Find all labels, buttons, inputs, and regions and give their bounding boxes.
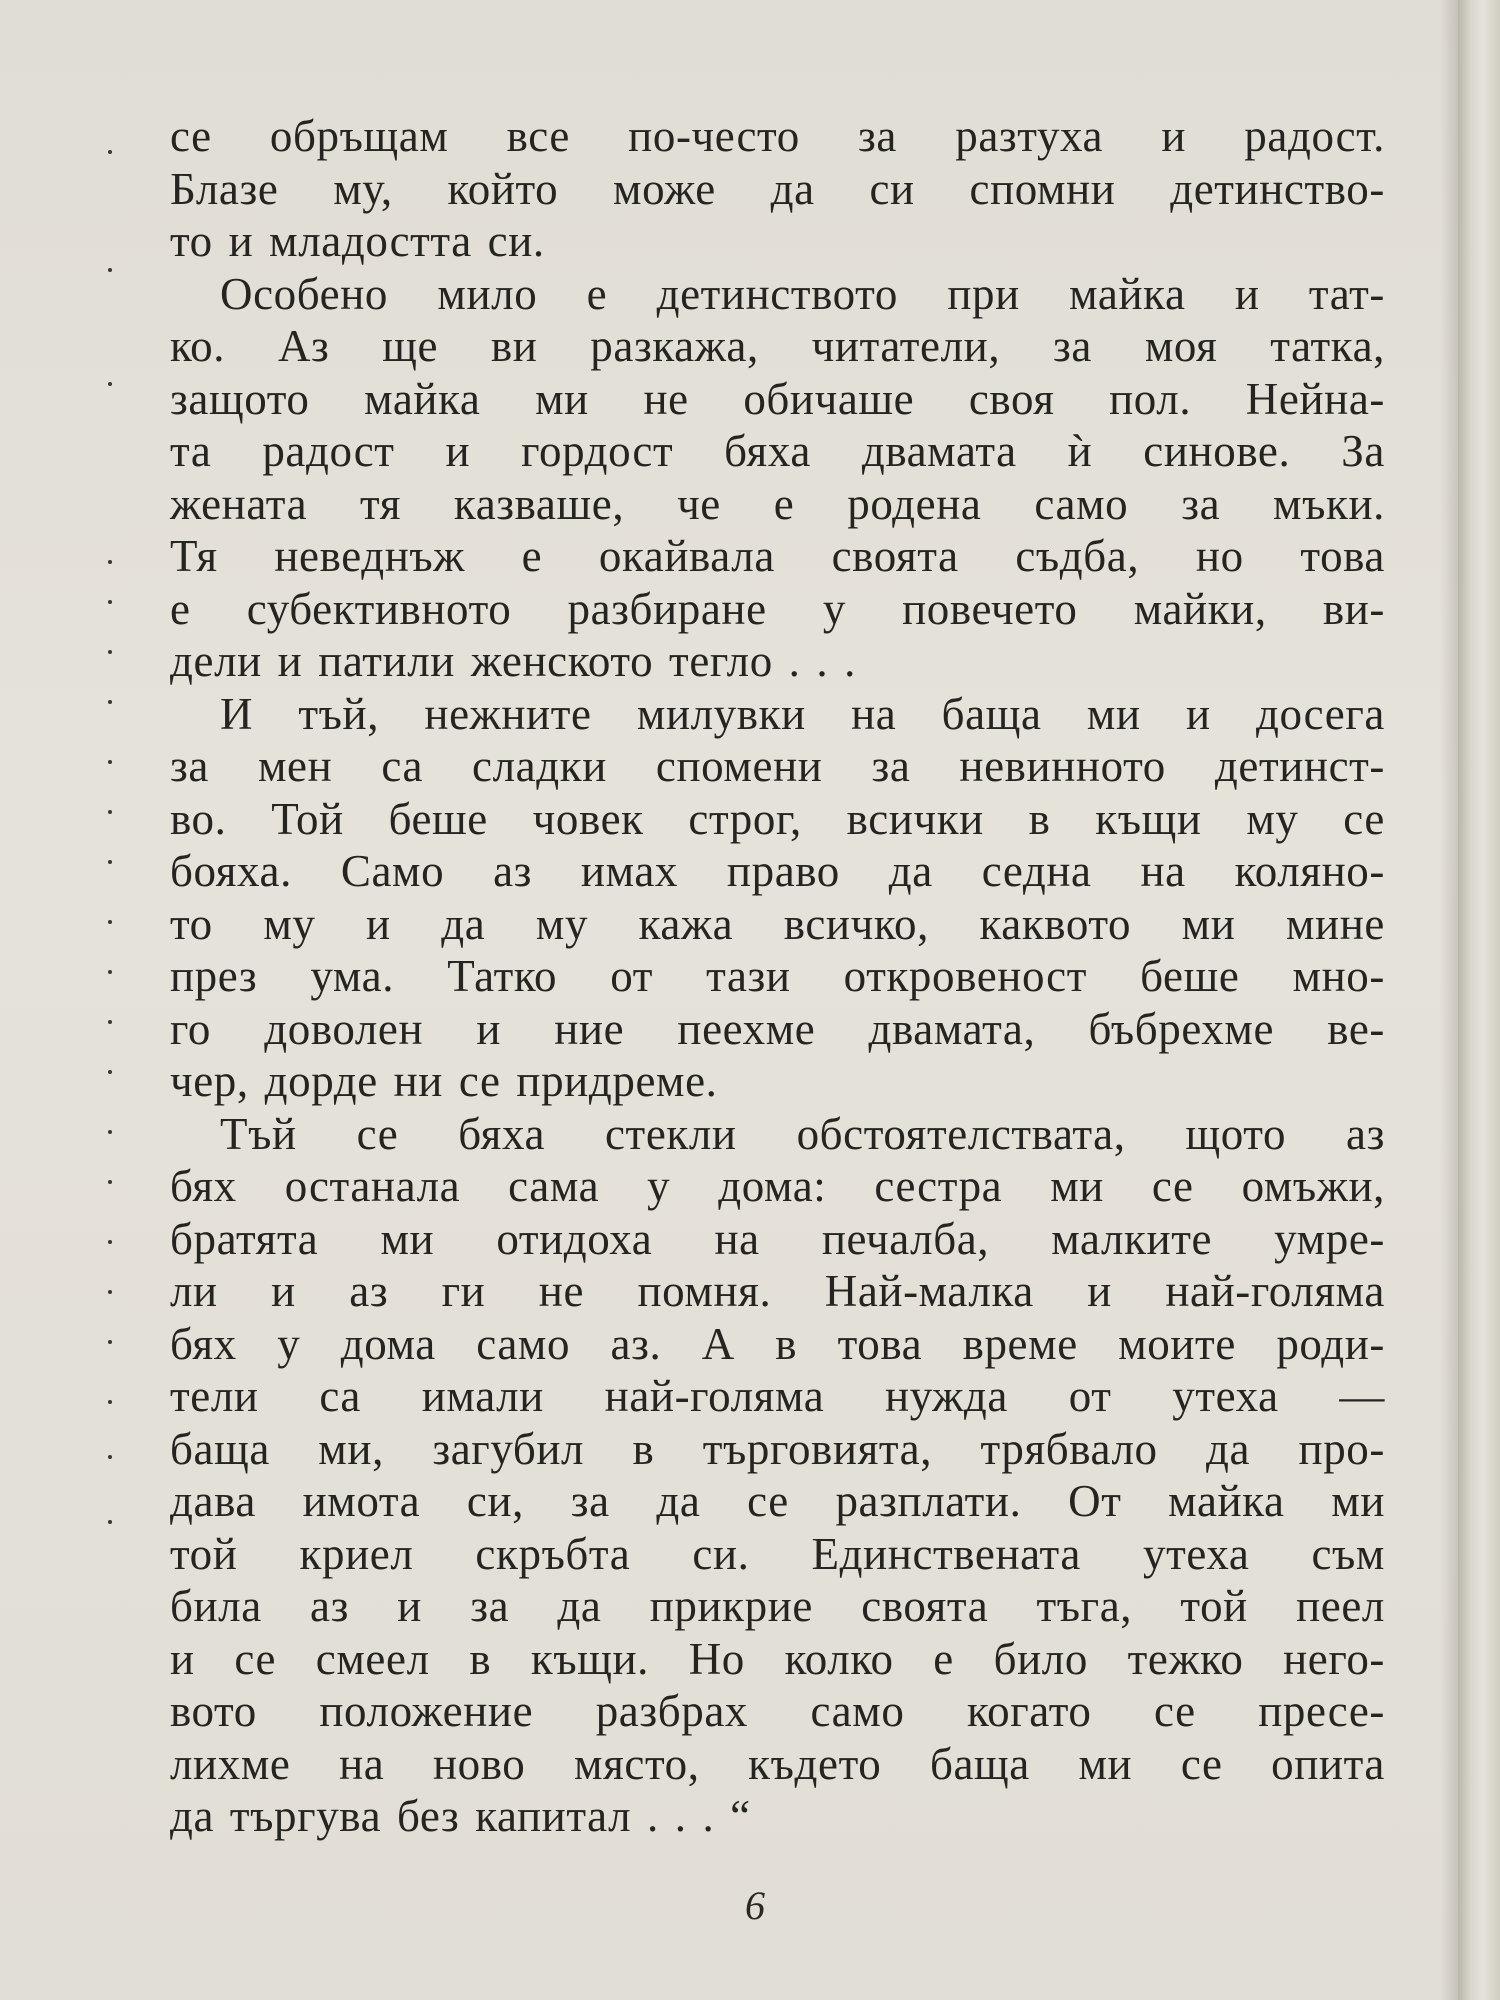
margin-dot [108,268,112,272]
text-line: за мен са сладки спомени за невинното детинст- [170,741,1385,791]
text-line: то му и да му кажа всичко, каквото ми мине [170,898,1385,949]
text-line: И тъй, нежните милувки на баща ми и досега [220,688,1385,739]
margin-dot [108,1455,112,1459]
text-line: Тя неведнъж е окайвала своята съдба, но това [170,531,1385,581]
margin-dot [108,1180,112,1184]
text-line: братята ми отидоха на печалба, малките умре- [170,1213,1385,1264]
margin-dot [108,650,112,654]
page-edge-shadow [1440,0,1460,2000]
text-line: се обръщам все по-често за разтуха и радост. [170,111,1385,161]
text-line: то и младостта си. [170,216,545,266]
text-line: баща ми, загубил в търговията, трябвало да про- [170,1423,1385,1474]
margin-dot [108,1400,112,1404]
text-line: во. Той беше човек строг, всички в къщи му се [170,793,1385,844]
text-line: бояха. Само аз имах право да седна на коляно- [170,846,1385,896]
margin-dot [108,860,112,864]
text-line: го доволен и ние пеехме двамата, бъбрехме ве- [170,1003,1385,1054]
text-line: е субективното разбиране у повечето майки, ви- [170,583,1385,634]
margin-dot [108,1070,112,1074]
text-line: да търгува без капитал . . . “ [170,1791,751,1841]
text-line: ли и аз ги не помня. Най-малка и най-голяма [170,1266,1385,1316]
text-line: ко. Аз ще ви разкажа, читатели, за моя татка, [170,321,1385,371]
body-text [170,110,1385,1843]
text-line: чер, дорде ни се придреме. [170,1056,718,1106]
text-line: Тъй се бяха стекли обстоятелствата, щото аз [220,1108,1385,1159]
text-line: бях у дома само аз. А в това време моите роди- [170,1318,1385,1369]
text-line: той криел скръбта си. Единствената утеха съм [170,1528,1385,1579]
text-line: през ума. Татко от тази откровеност беше мно- [170,951,1385,1001]
text-line: лихме на ново място, където баща ми се опита [170,1738,1385,1789]
margin-dot [108,1240,112,1244]
page-number: 6 [745,1883,765,1928]
text-line: Особено мило е детинството при майка и тат- [220,268,1385,319]
margin-dot [108,970,112,974]
margin-dot [108,560,112,564]
margin-dot [108,1520,112,1524]
text-line: тели са имали най-голяма нужда от утеха — [170,1371,1385,1421]
text-line: вото положение разбрах само когато се пресе- [170,1686,1385,1736]
text-line: и се смеел в къщи. Но колко е било тежко него- [170,1633,1385,1684]
text-line: била аз и за да прикрие своята тъга, той пеел [170,1581,1385,1631]
margin-dot [108,1130,112,1134]
text-line: дели и патили женското тегло . . . [170,636,856,686]
margin-dot [108,1290,112,1294]
margin-dot [108,600,112,604]
margin-dot [108,150,112,154]
text-line: бях останала сама у дома: сестра ми се омъжи, [170,1161,1385,1211]
text-line: дава имота си, за да се разплати. От майка ми [170,1476,1385,1526]
text-line: та радост и гордост бяха двамата ѝ синове. За [170,426,1385,476]
text-line: жената тя казваше, че е родена само за мъки. [170,478,1385,529]
margin-dot [108,700,112,704]
page-edge [1458,0,1500,2000]
margin-dot [108,1340,112,1344]
margin-dot [108,382,112,386]
margin-dot [108,760,112,764]
margin-dot [108,1020,112,1024]
text-line: Блазе му, който може да си спомни детинство- [170,163,1385,214]
margin-dot [108,920,112,924]
text-line: защото майка ми не обичаше своя пол. Нейна- [170,373,1385,424]
margin-dot [108,810,112,814]
